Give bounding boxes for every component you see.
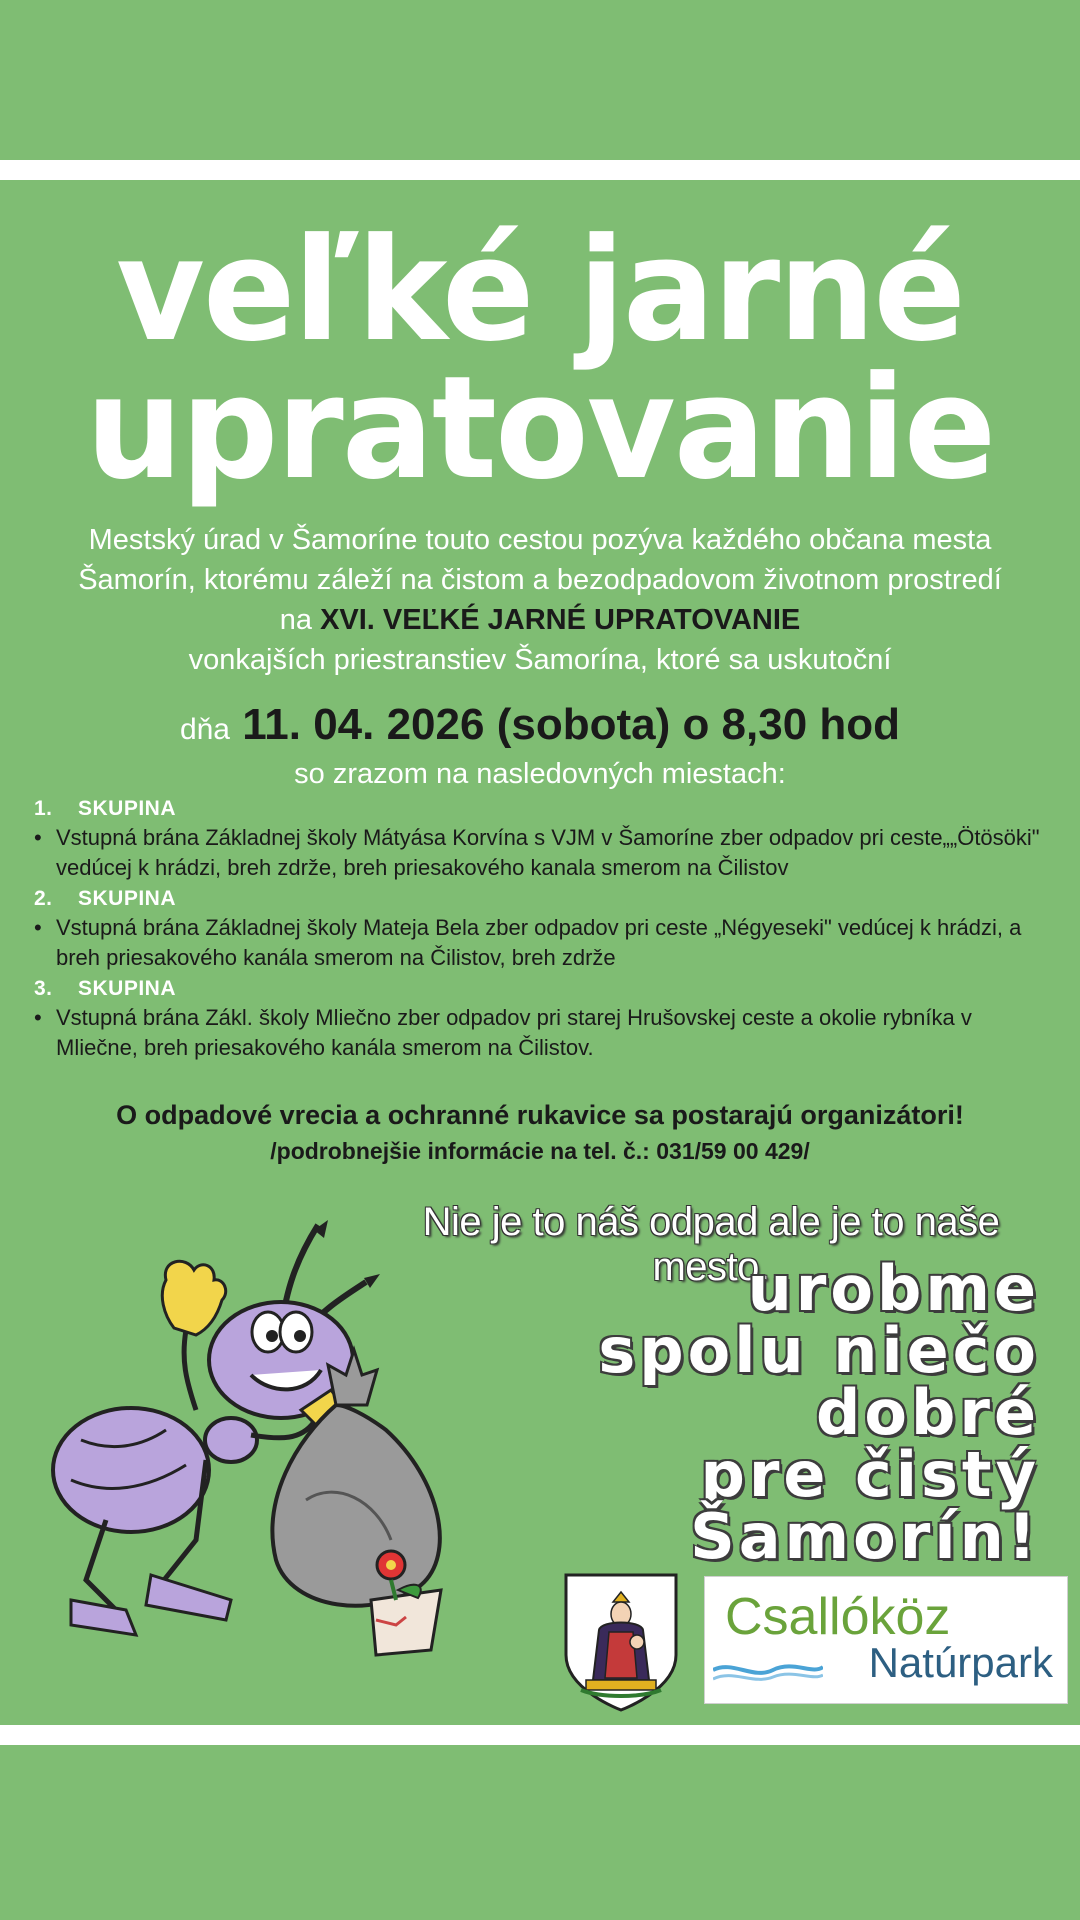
event-name: XVI. VEĽKÉ JARNÉ UPRATOVANIE <box>320 604 801 636</box>
group-2-label: SKUPINA <box>78 887 177 910</box>
event-date <box>6 700 1074 750</box>
wave-icon <box>713 1655 823 1685</box>
top-white-band <box>0 160 1080 180</box>
group-1-number: 1. <box>34 797 53 820</box>
group-3-label: SKUPINA <box>78 977 177 1000</box>
intro-line-1: Mestský úrad v Šamoríne touto cestou pozýva každého občana mesta <box>88 524 992 556</box>
big-slogan-line-2: spolu niečo <box>598 1314 1040 1387</box>
group-2-number: 2. <box>34 887 53 910</box>
group-2-text: • Vstupná brána Základnej školy Mateja Bela zber odpadov pri ceste „Négyeseki" vedúcej k hrádzi, a breh priesakového kanála smerom na Čilistov, breh zdrže <box>34 913 1054 973</box>
poster <box>6 180 1074 1725</box>
intro-line-3-prefix: na <box>279 604 312 636</box>
groups-list <box>34 795 1054 1065</box>
big-slogan-line-4: pre čistý <box>700 1438 1040 1511</box>
title-line-2: upratovanie <box>85 346 995 511</box>
logo-line-1: Csallóköz <box>725 1588 951 1646</box>
big-slogan-line-5: Šamorín! <box>690 1500 1040 1573</box>
big-slogan-line-1: urobme <box>747 1252 1040 1325</box>
slogan: Nie je to náš odpad ale je to naše mesto. <box>422 1200 1000 1289</box>
group-1-text: • Vstupná brána Základnej školy Mátyása Korvína s VJM v Šamoríne zber odpadov pri ceste„„Ötösöki" vedúcej k hrádzi, breh zdrže, breh priesakového kanala smerom na Čilistov <box>34 823 1054 883</box>
meeting-text: so zrazom na nasledovných miestach: <box>294 758 786 790</box>
logo-line-2: Natúrpark <box>868 1639 1053 1686</box>
group-2-heading <box>34 885 1054 913</box>
intro-line-3 <box>36 600 1044 640</box>
date-prefix: dňa <box>179 713 230 746</box>
group-1-heading <box>34 795 1054 823</box>
ant-mascot-with-trash-bag-icon <box>46 1200 546 1700</box>
csallokoz-naturpark-logo <box>704 1576 1068 1704</box>
group-1-label: SKUPINA <box>78 797 177 820</box>
bottom-white-band <box>0 1725 1080 1745</box>
group-3-number: 3. <box>34 977 53 1000</box>
date-value: 11. 04. 2026 (sobota) o 8,30 hod <box>242 700 901 749</box>
samorin-coat-of-arms-icon <box>561 1570 681 1715</box>
intro-line-4: vonkajších priestranstiev Šamorína, ktoré sa uskutoční <box>188 644 892 676</box>
title-line-1: veľké jarné <box>116 208 964 373</box>
intro-line-2: Šamorín, ktorému záleží na čistom a bezodpadovom životnom prostredí <box>78 564 1002 596</box>
contact-note: /podrobnejšie informácie na tel. č.: 031/59 00 429/ <box>270 1138 810 1164</box>
big-slogan-line-3: dobré <box>816 1376 1040 1449</box>
organizers-note: O odpadové vrecia a ochranné rukavice sa postarajú organizátori! <box>116 1100 964 1130</box>
group-3-heading <box>34 975 1054 1003</box>
group-3-text: • Vstupná brána Zákl. školy Mliečno zber odpadov pri starej Hrušovskej ceste a okolie rybníka v Mliečne, breh priesakového kanála smerom na Čilistov. <box>34 1003 1054 1063</box>
